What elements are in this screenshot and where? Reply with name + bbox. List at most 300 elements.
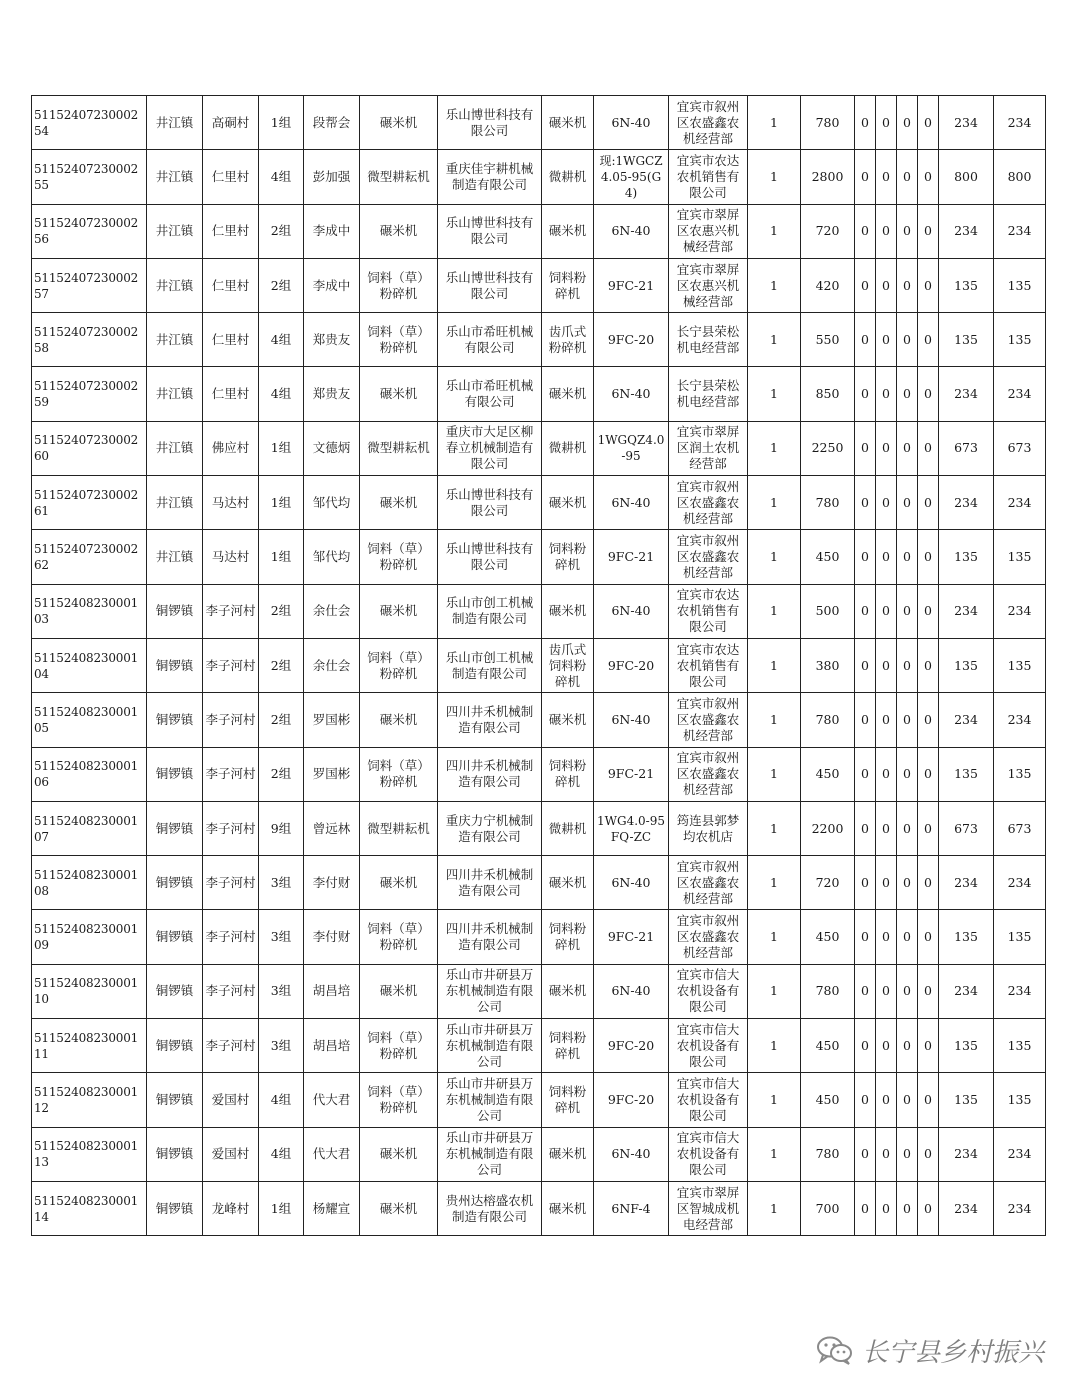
cell-subsidy-b: 0 <box>876 313 897 367</box>
cell-machine-category: 碾米机 <box>360 856 438 910</box>
table-row <box>32 150 1046 204</box>
cell-farmer-name: 余仕会 <box>304 638 360 692</box>
cell-town: 井江镇 <box>147 313 203 367</box>
cell-machine-category: 饲料（草）粉碎机 <box>360 313 438 367</box>
cell-town: 井江镇 <box>147 476 203 530</box>
cell-subsidy-c: 0 <box>897 856 918 910</box>
cell-group: 2组 <box>259 638 304 692</box>
subsidy-table <box>31 95 1046 1236</box>
cell-subsidy-d: 0 <box>918 367 939 421</box>
cell-quantity: 1 <box>748 693 801 747</box>
cell-model: 9FC-20 <box>594 313 669 367</box>
cell-quantity: 1 <box>748 421 801 475</box>
cell-village: 李子河村 <box>203 856 259 910</box>
cell-group: 2组 <box>259 204 304 258</box>
cell-model: 现:1WGCZ4.05-95(G4) <box>594 150 669 204</box>
cell-subsidy-a: 0 <box>855 584 876 638</box>
cell-subsidy-amount: 673 <box>939 421 994 475</box>
cell-model: 6N-40 <box>594 856 669 910</box>
cell-model: 6N-40 <box>594 367 669 421</box>
cell-group: 9组 <box>259 801 304 855</box>
cell-total-subsidy: 234 <box>994 476 1046 530</box>
cell-manufacturer: 乐山市井研县万东机械制造有限公司 <box>438 1073 542 1127</box>
cell-town: 铜锣镇 <box>147 801 203 855</box>
cell-subsidy-c: 0 <box>897 747 918 801</box>
cell-total-subsidy: 234 <box>994 204 1046 258</box>
cell-group: 3组 <box>259 1019 304 1073</box>
cell-machine-category: 碾米机 <box>360 693 438 747</box>
cell-subsidy-d: 0 <box>918 1073 939 1127</box>
cell-product-name: 饲料粉碎机 <box>542 530 594 584</box>
cell-sale-price: 780 <box>801 1127 855 1181</box>
cell-total-subsidy: 234 <box>994 96 1046 150</box>
cell-sale-price: 550 <box>801 313 855 367</box>
cell-record-id: 5115240823000112 <box>32 1073 147 1127</box>
cell-total-subsidy: 135 <box>994 1019 1046 1073</box>
cell-model: 9FC-20 <box>594 638 669 692</box>
cell-model: 9FC-21 <box>594 910 669 964</box>
cell-sale-price: 450 <box>801 747 855 801</box>
cell-subsidy-amount: 135 <box>939 747 994 801</box>
cell-quantity: 1 <box>748 1127 801 1181</box>
wechat-icon <box>816 1335 854 1365</box>
cell-subsidy-amount: 234 <box>939 476 994 530</box>
cell-village: 仁里村 <box>203 258 259 312</box>
cell-record-id: 5115240823000107 <box>32 801 147 855</box>
cell-subsidy-a: 0 <box>855 1127 876 1181</box>
cell-town: 井江镇 <box>147 530 203 584</box>
cell-dealer: 宜宾市翠屏区润土农机经营部 <box>669 421 748 475</box>
table-row <box>32 1127 1046 1181</box>
cell-product-name: 饲料粉碎机 <box>542 1019 594 1073</box>
cell-manufacturer: 乐山博世科技有限公司 <box>438 476 542 530</box>
cell-subsidy-b: 0 <box>876 747 897 801</box>
cell-subsidy-a: 0 <box>855 96 876 150</box>
cell-total-subsidy: 234 <box>994 1127 1046 1181</box>
cell-model: 9FC-21 <box>594 530 669 584</box>
cell-subsidy-b: 0 <box>876 638 897 692</box>
cell-total-subsidy: 673 <box>994 801 1046 855</box>
cell-machine-category: 碾米机 <box>360 964 438 1018</box>
cell-subsidy-d: 0 <box>918 693 939 747</box>
cell-subsidy-c: 0 <box>897 1073 918 1127</box>
cell-product-name: 碾米机 <box>542 584 594 638</box>
cell-subsidy-b: 0 <box>876 693 897 747</box>
cell-farmer-name: 罗国彬 <box>304 693 360 747</box>
cell-subsidy-d: 0 <box>918 964 939 1018</box>
cell-group: 1组 <box>259 96 304 150</box>
cell-quantity: 1 <box>748 476 801 530</box>
cell-subsidy-amount: 135 <box>939 910 994 964</box>
cell-subsidy-d: 0 <box>918 584 939 638</box>
cell-village: 李子河村 <box>203 747 259 801</box>
cell-model: 9FC-21 <box>594 747 669 801</box>
table-row <box>32 1019 1046 1073</box>
cell-subsidy-a: 0 <box>855 204 876 258</box>
cell-group: 4组 <box>259 150 304 204</box>
cell-product-name: 碾米机 <box>542 856 594 910</box>
cell-subsidy-d: 0 <box>918 1019 939 1073</box>
cell-village: 仁里村 <box>203 313 259 367</box>
cell-record-id: 5115240823000110 <box>32 964 147 1018</box>
cell-product-name: 饲料粉碎机 <box>542 747 594 801</box>
cell-dealer: 宜宾市翠屏区农惠兴机械经营部 <box>669 204 748 258</box>
cell-dealer: 宜宾市信大农机设备有限公司 <box>669 1073 748 1127</box>
cell-model: 6N-40 <box>594 584 669 638</box>
cell-subsidy-b: 0 <box>876 421 897 475</box>
cell-record-id: 5115240823000105 <box>32 693 147 747</box>
cell-record-id: 5115240723000260 <box>32 421 147 475</box>
cell-record-id: 5115240823000108 <box>32 856 147 910</box>
cell-dealer: 宜宾市信大农机设备有限公司 <box>669 1127 748 1181</box>
cell-group: 4组 <box>259 1127 304 1181</box>
cell-record-id: 5115240823000109 <box>32 910 147 964</box>
cell-town: 井江镇 <box>147 150 203 204</box>
cell-dealer: 宜宾市叙州区农盛鑫农机经营部 <box>669 747 748 801</box>
cell-sale-price: 720 <box>801 204 855 258</box>
cell-farmer-name: 邹代均 <box>304 530 360 584</box>
cell-subsidy-d: 0 <box>918 1127 939 1181</box>
cell-dealer: 宜宾市叙州区农盛鑫农机经营部 <box>669 530 748 584</box>
cell-product-name: 碾米机 <box>542 693 594 747</box>
cell-farmer-name: 段帮会 <box>304 96 360 150</box>
cell-sale-price: 700 <box>801 1181 855 1235</box>
cell-quantity: 1 <box>748 367 801 421</box>
cell-record-id: 5115240823000103 <box>32 584 147 638</box>
cell-subsidy-a: 0 <box>855 313 876 367</box>
cell-dealer: 宜宾市叙州区农盛鑫农机经营部 <box>669 856 748 910</box>
cell-subsidy-d: 0 <box>918 313 939 367</box>
cell-total-subsidy: 135 <box>994 258 1046 312</box>
table-row <box>32 856 1046 910</box>
cell-product-name: 碾米机 <box>542 1181 594 1235</box>
cell-farmer-name: 罗国彬 <box>304 747 360 801</box>
cell-subsidy-amount: 135 <box>939 530 994 584</box>
cell-product-name: 饲料粉碎机 <box>542 910 594 964</box>
cell-sale-price: 850 <box>801 367 855 421</box>
cell-product-name: 微耕机 <box>542 801 594 855</box>
cell-total-subsidy: 234 <box>994 367 1046 421</box>
cell-manufacturer: 重庆佳宇耕机械制造有限公司 <box>438 150 542 204</box>
cell-subsidy-d: 0 <box>918 530 939 584</box>
cell-subsidy-c: 0 <box>897 693 918 747</box>
cell-subsidy-a: 0 <box>855 856 876 910</box>
cell-subsidy-d: 0 <box>918 421 939 475</box>
cell-product-name: 微耕机 <box>542 150 594 204</box>
cell-town: 铜锣镇 <box>147 693 203 747</box>
cell-record-id: 5115240823000104 <box>32 638 147 692</box>
cell-subsidy-amount: 135 <box>939 313 994 367</box>
cell-sale-price: 420 <box>801 258 855 312</box>
cell-group: 2组 <box>259 258 304 312</box>
cell-village: 李子河村 <box>203 910 259 964</box>
cell-quantity: 1 <box>748 1073 801 1127</box>
cell-subsidy-b: 0 <box>876 1019 897 1073</box>
cell-total-subsidy: 234 <box>994 693 1046 747</box>
cell-manufacturer: 四川井禾机械制造有限公司 <box>438 747 542 801</box>
cell-subsidy-amount: 234 <box>939 856 994 910</box>
cell-subsidy-c: 0 <box>897 476 918 530</box>
cell-subsidy-a: 0 <box>855 964 876 1018</box>
cell-farmer-name: 郑贵友 <box>304 367 360 421</box>
cell-subsidy-b: 0 <box>876 530 897 584</box>
cell-farmer-name: 彭加强 <box>304 150 360 204</box>
cell-subsidy-amount: 135 <box>939 638 994 692</box>
cell-quantity: 1 <box>748 313 801 367</box>
cell-subsidy-d: 0 <box>918 910 939 964</box>
cell-product-name: 齿爪式饲料粉碎机 <box>542 638 594 692</box>
cell-quantity: 1 <box>748 584 801 638</box>
table-row <box>32 693 1046 747</box>
cell-subsidy-a: 0 <box>855 1181 876 1235</box>
cell-town: 铜锣镇 <box>147 964 203 1018</box>
cell-sale-price: 450 <box>801 1073 855 1127</box>
cell-dealer: 长宁县荣松机电经营部 <box>669 313 748 367</box>
cell-sale-price: 450 <box>801 910 855 964</box>
cell-manufacturer: 重庆力宁机械制造有限公司 <box>438 801 542 855</box>
cell-model: 6NF-4 <box>594 1181 669 1235</box>
cell-record-id: 5115240723000255 <box>32 150 147 204</box>
cell-village: 龙峰村 <box>203 1181 259 1235</box>
cell-village: 仁里村 <box>203 367 259 421</box>
cell-total-subsidy: 135 <box>994 530 1046 584</box>
table-row <box>32 801 1046 855</box>
cell-group: 2组 <box>259 747 304 801</box>
cell-sale-price: 780 <box>801 96 855 150</box>
cell-record-id: 5115240723000259 <box>32 367 147 421</box>
cell-manufacturer: 重庆市大足区柳春立机械制造有限公司 <box>438 421 542 475</box>
cell-subsidy-amount: 234 <box>939 584 994 638</box>
cell-village: 仁里村 <box>203 150 259 204</box>
cell-farmer-name: 李付财 <box>304 856 360 910</box>
cell-manufacturer: 乐山市创工机械制造有限公司 <box>438 638 542 692</box>
cell-product-name: 碾米机 <box>542 367 594 421</box>
cell-subsidy-d: 0 <box>918 747 939 801</box>
cell-machine-category: 碾米机 <box>360 1181 438 1235</box>
watermark-text: 长宁县乡村振兴 <box>861 1337 1044 1368</box>
table-row <box>32 421 1046 475</box>
cell-subsidy-amount: 234 <box>939 964 994 1018</box>
cell-quantity: 1 <box>748 1181 801 1235</box>
cell-sale-price: 500 <box>801 584 855 638</box>
cell-machine-category: 微型耕耘机 <box>360 150 438 204</box>
cell-town: 铜锣镇 <box>147 1127 203 1181</box>
cell-sale-price: 380 <box>801 638 855 692</box>
cell-subsidy-c: 0 <box>897 638 918 692</box>
cell-subsidy-c: 0 <box>897 964 918 1018</box>
cell-product-name: 饲料粉碎机 <box>542 258 594 312</box>
cell-manufacturer: 乐山市井研县万东机械制造有限公司 <box>438 1019 542 1073</box>
cell-farmer-name: 李成中 <box>304 258 360 312</box>
cell-manufacturer: 乐山市创工机械制造有限公司 <box>438 584 542 638</box>
cell-subsidy-c: 0 <box>897 204 918 258</box>
cell-town: 铜锣镇 <box>147 584 203 638</box>
table-row <box>32 204 1046 258</box>
cell-manufacturer: 四川井禾机械制造有限公司 <box>438 856 542 910</box>
cell-subsidy-a: 0 <box>855 693 876 747</box>
cell-machine-category: 碾米机 <box>360 96 438 150</box>
cell-record-id: 5115240823000114 <box>32 1181 147 1235</box>
cell-machine-category: 饲料（草）粉碎机 <box>360 1073 438 1127</box>
cell-manufacturer: 乐山市井研县万东机械制造有限公司 <box>438 1127 542 1181</box>
cell-dealer: 宜宾市农达农机销售有限公司 <box>669 584 748 638</box>
cell-village: 李子河村 <box>203 584 259 638</box>
cell-subsidy-a: 0 <box>855 367 876 421</box>
cell-quantity: 1 <box>748 96 801 150</box>
cell-village: 仁里村 <box>203 204 259 258</box>
cell-town: 井江镇 <box>147 421 203 475</box>
cell-farmer-name: 代大君 <box>304 1127 360 1181</box>
cell-subsidy-d: 0 <box>918 204 939 258</box>
cell-subsidy-amount: 800 <box>939 150 994 204</box>
cell-subsidy-d: 0 <box>918 856 939 910</box>
cell-subsidy-b: 0 <box>876 801 897 855</box>
cell-subsidy-amount: 234 <box>939 1181 994 1235</box>
cell-product-name: 饲料粉碎机 <box>542 1073 594 1127</box>
cell-dealer: 宜宾市叙州区农盛鑫农机经营部 <box>669 476 748 530</box>
cell-subsidy-amount: 135 <box>939 258 994 312</box>
cell-manufacturer: 乐山博世科技有限公司 <box>438 258 542 312</box>
cell-record-id: 5115240723000262 <box>32 530 147 584</box>
cell-machine-category: 微型耕耘机 <box>360 421 438 475</box>
cell-quantity: 1 <box>748 856 801 910</box>
cell-subsidy-b: 0 <box>876 856 897 910</box>
cell-village: 爱国村 <box>203 1073 259 1127</box>
cell-subsidy-a: 0 <box>855 476 876 530</box>
cell-subsidy-a: 0 <box>855 638 876 692</box>
cell-group: 1组 <box>259 476 304 530</box>
cell-sale-price: 2250 <box>801 421 855 475</box>
cell-village: 李子河村 <box>203 964 259 1018</box>
cell-total-subsidy: 234 <box>994 856 1046 910</box>
cell-sale-price: 2800 <box>801 150 855 204</box>
cell-town: 铜锣镇 <box>147 747 203 801</box>
cell-group: 1组 <box>259 530 304 584</box>
cell-total-subsidy: 135 <box>994 1073 1046 1127</box>
cell-total-subsidy: 800 <box>994 150 1046 204</box>
cell-product-name: 微耕机 <box>542 421 594 475</box>
cell-product-name: 碾米机 <box>542 96 594 150</box>
cell-record-id: 5115240723000258 <box>32 313 147 367</box>
cell-manufacturer: 乐山市希旺机械有限公司 <box>438 367 542 421</box>
cell-model: 6N-40 <box>594 964 669 1018</box>
cell-dealer: 筠连县郭梦均农机店 <box>669 801 748 855</box>
cell-subsidy-amount: 234 <box>939 367 994 421</box>
cell-total-subsidy: 135 <box>994 638 1046 692</box>
cell-record-id: 5115240723000254 <box>32 96 147 150</box>
cell-subsidy-amount: 234 <box>939 96 994 150</box>
cell-subsidy-a: 0 <box>855 421 876 475</box>
cell-dealer: 宜宾市农达农机销售有限公司 <box>669 150 748 204</box>
cell-farmer-name: 李成中 <box>304 204 360 258</box>
cell-total-subsidy: 135 <box>994 910 1046 964</box>
cell-total-subsidy: 234 <box>994 964 1046 1018</box>
cell-model: 6N-40 <box>594 693 669 747</box>
table-row <box>32 313 1046 367</box>
cell-machine-category: 碾米机 <box>360 367 438 421</box>
cell-sale-price: 450 <box>801 530 855 584</box>
table-row <box>32 910 1046 964</box>
cell-total-subsidy: 673 <box>994 421 1046 475</box>
cell-record-id: 5115240723000257 <box>32 258 147 312</box>
cell-dealer: 宜宾市叙州区农盛鑫农机经营部 <box>669 910 748 964</box>
cell-subsidy-b: 0 <box>876 476 897 530</box>
cell-sale-price: 2200 <box>801 801 855 855</box>
cell-town: 井江镇 <box>147 204 203 258</box>
cell-subsidy-c: 0 <box>897 367 918 421</box>
cell-town: 铜锣镇 <box>147 638 203 692</box>
cell-sale-price: 720 <box>801 856 855 910</box>
cell-village: 爱国村 <box>203 1127 259 1181</box>
cell-subsidy-a: 0 <box>855 530 876 584</box>
cell-subsidy-c: 0 <box>897 584 918 638</box>
cell-village: 马达村 <box>203 530 259 584</box>
table-row <box>32 1181 1046 1235</box>
cell-subsidy-c: 0 <box>897 1019 918 1073</box>
cell-subsidy-a: 0 <box>855 150 876 204</box>
cell-machine-category: 碾米机 <box>360 1127 438 1181</box>
table-row <box>32 584 1046 638</box>
cell-model: 1WG4.0-95FQ-ZC <box>594 801 669 855</box>
cell-dealer: 长宁县荣松机电经营部 <box>669 367 748 421</box>
cell-product-name: 碾米机 <box>542 204 594 258</box>
cell-model: 9FC-21 <box>594 258 669 312</box>
cell-dealer: 宜宾市农达农机销售有限公司 <box>669 638 748 692</box>
cell-sale-price: 780 <box>801 476 855 530</box>
cell-manufacturer: 四川井禾机械制造有限公司 <box>438 693 542 747</box>
cell-manufacturer: 贵州达榕盛农机制造有限公司 <box>438 1181 542 1235</box>
cell-total-subsidy: 135 <box>994 313 1046 367</box>
cell-dealer: 宜宾市翠屏区智城成机电经营部 <box>669 1181 748 1235</box>
cell-subsidy-d: 0 <box>918 258 939 312</box>
cell-machine-category: 微型耕耘机 <box>360 801 438 855</box>
cell-subsidy-c: 0 <box>897 313 918 367</box>
cell-farmer-name: 李付财 <box>304 910 360 964</box>
cell-village: 李子河村 <box>203 638 259 692</box>
cell-product-name: 齿爪式粉碎机 <box>542 313 594 367</box>
cell-total-subsidy: 234 <box>994 584 1046 638</box>
cell-town: 铜锣镇 <box>147 1019 203 1073</box>
cell-record-id: 5115240823000111 <box>32 1019 147 1073</box>
cell-quantity: 1 <box>748 150 801 204</box>
cell-village: 李子河村 <box>203 1019 259 1073</box>
cell-subsidy-b: 0 <box>876 1073 897 1127</box>
cell-subsidy-a: 0 <box>855 1019 876 1073</box>
cell-subsidy-c: 0 <box>897 258 918 312</box>
cell-subsidy-b: 0 <box>876 204 897 258</box>
cell-subsidy-d: 0 <box>918 150 939 204</box>
cell-subsidy-amount: 135 <box>939 1073 994 1127</box>
cell-town: 铜锣镇 <box>147 1181 203 1235</box>
cell-subsidy-a: 0 <box>855 910 876 964</box>
cell-subsidy-d: 0 <box>918 96 939 150</box>
cell-manufacturer: 乐山博世科技有限公司 <box>438 96 542 150</box>
cell-quantity: 1 <box>748 747 801 801</box>
cell-town: 铜锣镇 <box>147 1073 203 1127</box>
cell-dealer: 宜宾市信大农机设备有限公司 <box>669 1019 748 1073</box>
cell-group: 4组 <box>259 367 304 421</box>
cell-record-id: 5115240723000256 <box>32 204 147 258</box>
cell-record-id: 5115240823000106 <box>32 747 147 801</box>
table-row <box>32 530 1046 584</box>
cell-quantity: 1 <box>748 964 801 1018</box>
cell-subsidy-c: 0 <box>897 421 918 475</box>
cell-model: 6N-40 <box>594 476 669 530</box>
cell-town: 井江镇 <box>147 258 203 312</box>
cell-record-id: 5115240723000261 <box>32 476 147 530</box>
cell-machine-category: 饲料（草）粉碎机 <box>360 747 438 801</box>
cell-village: 李子河村 <box>203 693 259 747</box>
